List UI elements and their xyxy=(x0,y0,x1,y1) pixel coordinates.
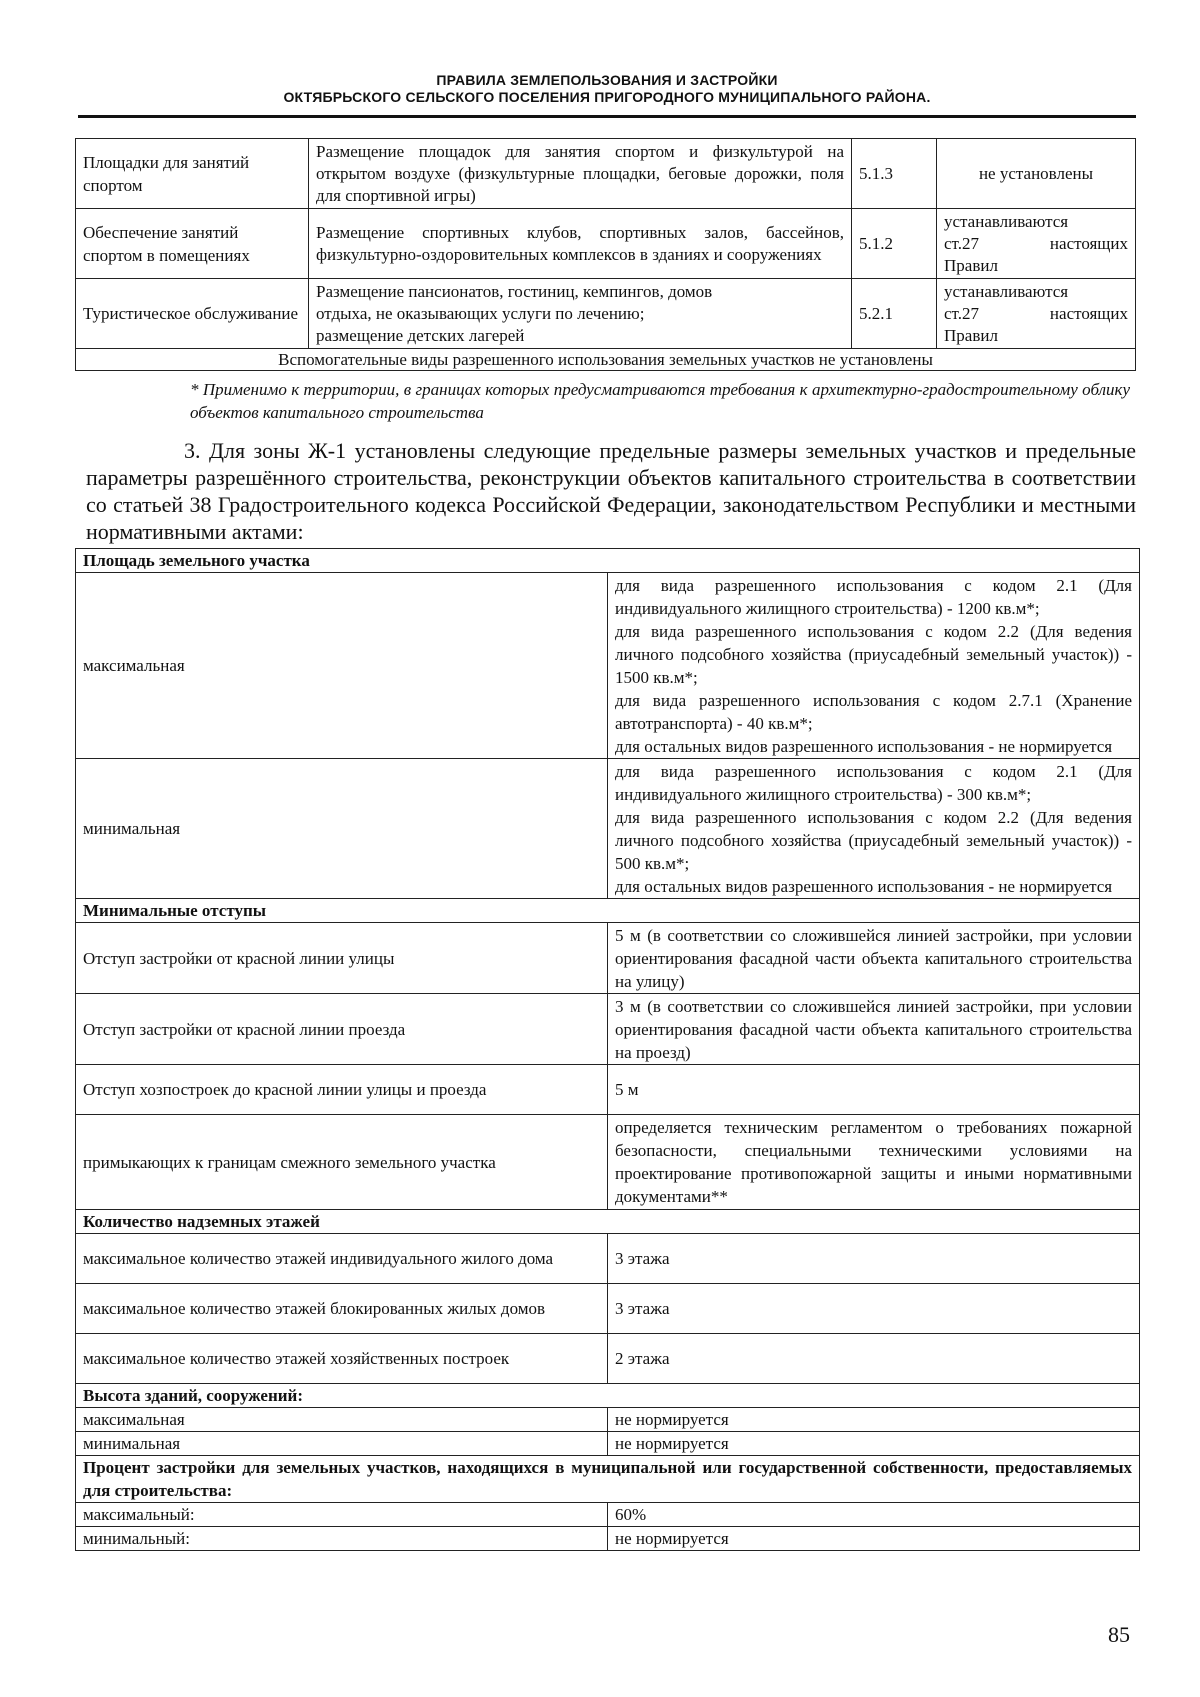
list-item: для вида разрешенного использования с кодом 2.2 (Для ведения личного подсобного хозяйства (приусадебный земельный участок)) - 500 кв.м*; xyxy=(615,807,1132,873)
table-row xyxy=(76,1432,1140,1456)
zone-parameters-table xyxy=(75,548,1140,1551)
section-header: Высота зданий, сооружений: xyxy=(76,1384,1140,1408)
params-line: устанавливаются xyxy=(944,211,1069,231)
section-header: Площадь земельного участка xyxy=(76,549,1140,573)
list-item: для остальных видов разрешенного использования - не нормируется xyxy=(615,736,1113,756)
params-word: настоящих xyxy=(1049,303,1128,323)
row-value xyxy=(608,573,1140,759)
table-row xyxy=(76,1527,1140,1551)
table-row xyxy=(76,1234,1140,1284)
table-row xyxy=(76,994,1140,1065)
auxiliary-uses-note: Вспомогательные виды разрешенного использования земельных участков не установлены xyxy=(76,349,1136,371)
table-row xyxy=(76,923,1140,994)
row-value: не нормируется xyxy=(608,1432,1140,1456)
row-label: максимальное количество этажей индивидуального жилого дома xyxy=(76,1234,608,1284)
params-word: настоящих xyxy=(1049,233,1128,253)
section-row xyxy=(76,549,1140,573)
row-value xyxy=(608,759,1140,899)
header-line-1: ПРАВИЛА ЗЕМЛЕПОЛЬЗОВАНИЯ И ЗАСТРОЙКИ xyxy=(436,72,778,88)
use-params xyxy=(937,209,1136,279)
description-line: размещение детских лагерей xyxy=(316,325,525,345)
table-row xyxy=(76,1065,1140,1115)
use-description xyxy=(309,279,852,349)
use-params xyxy=(937,279,1136,349)
use-name: Обеспечение занятий спортом в помещениях xyxy=(76,209,309,279)
table-row xyxy=(76,349,1136,371)
section-row xyxy=(76,1210,1140,1234)
table-row xyxy=(76,1334,1140,1384)
row-label: максимальная xyxy=(76,573,608,759)
use-description: Размещение спортивных клубов, спортивных залов, бассейнов, физкультурно-оздоровительных комплексов в зданиях и сооружениях xyxy=(309,209,852,279)
row-value: 3 этажа xyxy=(608,1234,1140,1284)
params-line: устанавливаются xyxy=(944,281,1069,301)
row-label: Отступ застройки от красной линии проезда xyxy=(76,994,608,1065)
row-label: максимальное количество этажей блокированных жилых домов xyxy=(76,1284,608,1334)
table-row xyxy=(76,279,1136,349)
row-value: 5 м (в соответствии со сложившейся линией застройки, при условии ориентирования фасадной части объекта капитального строительства на улицу) xyxy=(608,923,1140,994)
list-item: для остальных видов разрешенного использования - не нормируется xyxy=(615,876,1113,896)
value-list xyxy=(615,760,1132,898)
description-line: Размещение пансионатов, гостиниц, кемпингов, домов xyxy=(316,281,713,301)
table-row xyxy=(76,1284,1140,1334)
list-item: для вида разрешенного использования с кодом 2.7.1 (Хранение автотранспорта) - 40 кв.м*; xyxy=(615,690,1132,733)
row-value: 3 м (в соответствии со сложившейся линией застройки, при условии ориентирования фасадной части объекта капитального строительства на проезд) xyxy=(608,994,1140,1065)
list-item: для вида разрешенного использования с кодом 2.1 (Для индивидуального жилищного строительства) - 300 кв.м*; xyxy=(615,761,1132,804)
use-code: 5.1.2 xyxy=(852,209,937,279)
params-line xyxy=(944,233,1128,255)
page-number: 85 xyxy=(1108,1622,1130,1647)
row-value: 60% xyxy=(608,1503,1140,1527)
use-name: Площадки для занятий спортом xyxy=(76,139,309,209)
table-row xyxy=(76,139,1136,209)
section-header: Процент застройки для земельных участков, находящихся в муниципальной или государственной собственности, предоставляемых для строительства: xyxy=(76,1456,1140,1503)
table-row xyxy=(76,209,1136,279)
section-row xyxy=(76,1456,1140,1503)
list-item: для вида разрешенного использования с кодом 2.2 (Для ведения личного подсобного хозяйства (приусадебный земельный участок)) - 1500 кв.м*; xyxy=(615,621,1132,687)
permitted-uses-table xyxy=(75,138,1136,371)
row-label: Отступ застройки от красной линии улицы xyxy=(76,923,608,994)
row-label: минимальная xyxy=(76,759,608,899)
section-header: Количество надземных этажей xyxy=(76,1210,1140,1234)
section-header: Минимальные отступы xyxy=(76,899,1140,923)
use-name: Туристическое обслуживание xyxy=(76,279,309,349)
params-line: Правил xyxy=(944,325,998,345)
params-line xyxy=(944,303,1128,325)
params-word: ст.27 xyxy=(944,303,979,323)
row-value: 3 этажа xyxy=(608,1284,1140,1334)
section-row xyxy=(76,1384,1140,1408)
row-label: минимальный: xyxy=(76,1527,608,1551)
use-description: Размещение площадок для занятия спортом и физкультурой на открытом воздухе (физкультурные площадки, беговые дорожки, поля для спортивной игры) xyxy=(309,139,852,209)
use-code: 5.1.3 xyxy=(852,139,937,209)
row-label: максимальная xyxy=(76,1408,608,1432)
paragraph-text: 3. Для зоны Ж-1 установлены следующие предельные размеры земельных участков и предельные параметры разрешённого строительства, реконструкции объектов капитального строительства в соответствии со статьей 38 Градостроительного кодекса Российской Федерации, законодательством Республики и местными нормативными актами: xyxy=(86,438,1136,544)
header-divider xyxy=(78,115,1136,118)
row-value: определяется техническим регламентом о требованиях пожарной безопасности, специальными техническими условиями на проектирование противопожарной защиты и иными нормативными документами** xyxy=(608,1115,1140,1210)
row-label: максимальное количество этажей хозяйственных построек xyxy=(76,1334,608,1384)
footnote-note: * Применимо к территории, в границах которых предусматриваются требования к архитектурно-градостроительному облику объектов капитального строительства xyxy=(190,380,1130,422)
header-line-2: ОКТЯБРЬСКОГО СЕЛЬСКОГО ПОСЕЛЕНИЯ ПРИГОРОДНОГО МУНИЦИПАЛЬНОГО РАЙОНА. xyxy=(283,89,931,105)
section-row xyxy=(76,899,1140,923)
document-header xyxy=(78,72,1136,106)
zone-paragraph xyxy=(86,437,1136,545)
row-value: не нормируется xyxy=(608,1527,1140,1551)
row-label: Отступ хозпостроек до красной линии улицы и проезда xyxy=(76,1065,608,1115)
value-list xyxy=(615,574,1132,758)
row-value: 5 м xyxy=(608,1065,1140,1115)
params-word: ст.27 xyxy=(944,233,979,253)
row-value: 2 этажа xyxy=(608,1334,1140,1384)
row-label: примыкающих к границам смежного земельного участка xyxy=(76,1115,608,1210)
use-code: 5.2.1 xyxy=(852,279,937,349)
row-label: максимальный: xyxy=(76,1503,608,1527)
table-row xyxy=(76,573,1140,759)
params-line: Правил xyxy=(944,255,998,275)
use-params: не установлены xyxy=(937,139,1136,209)
table-row xyxy=(76,1115,1140,1210)
table-row xyxy=(76,759,1140,899)
list-item: для вида разрешенного использования с кодом 2.1 (Для индивидуального жилищного строительства) - 1200 кв.м*; xyxy=(615,575,1132,618)
table-row xyxy=(76,1503,1140,1527)
table-row xyxy=(76,1408,1140,1432)
row-value: не нормируется xyxy=(608,1408,1140,1432)
description-line: отдыха, не оказывающих услуги по лечению; xyxy=(316,303,645,323)
row-label: минимальная xyxy=(76,1432,608,1456)
